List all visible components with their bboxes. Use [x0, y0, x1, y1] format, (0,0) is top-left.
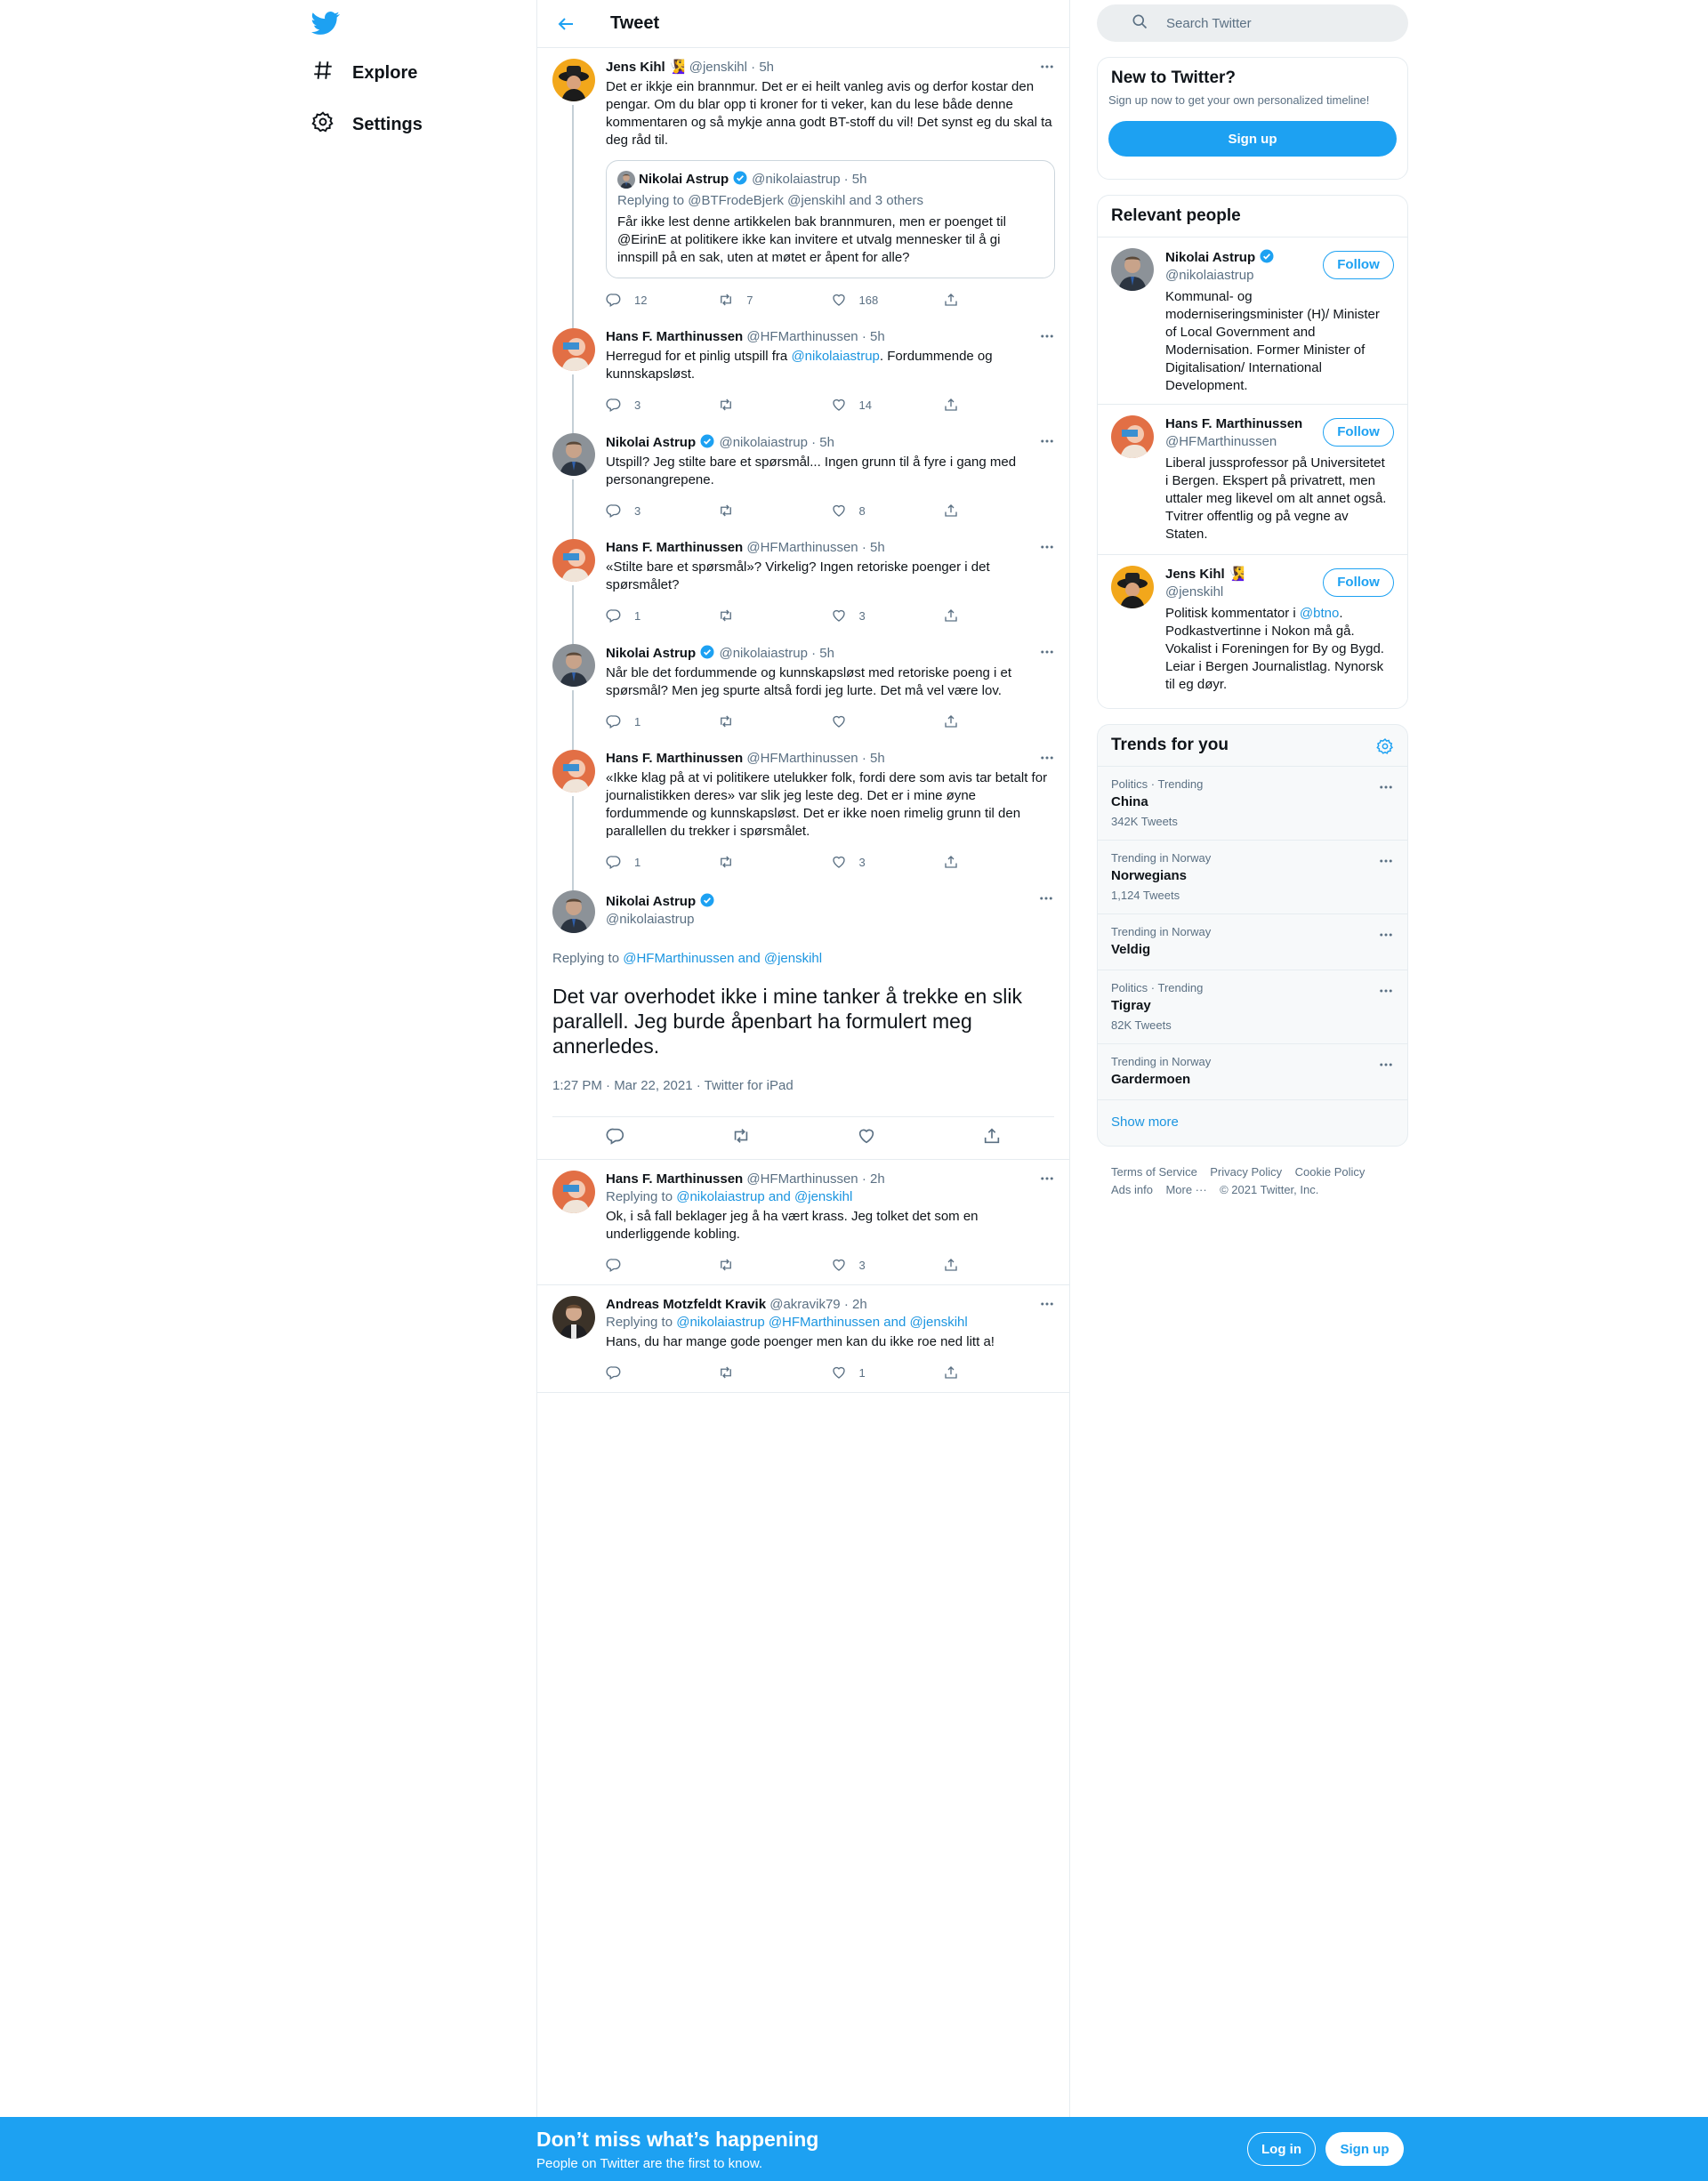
tweet-time[interactable]: · 5h [811, 646, 834, 661]
card-title: Trends for you [1111, 736, 1229, 754]
sidebar-signup-button[interactable]: Sign up [1108, 121, 1397, 157]
share-button[interactable] [943, 396, 1055, 414]
tweet-text: Utspill? Jeg stilte bare et spørsmål... Ingen grunn til å fyre i gang med personangrepene. [606, 455, 1017, 487]
thread-tweet[interactable] [537, 59, 1069, 328]
tweet-actions [606, 1256, 1055, 1274]
replying-prefix: Replying to [617, 193, 689, 208]
reply-button[interactable] [606, 712, 718, 730]
trend-item[interactable] [1098, 970, 1407, 1043]
author-name[interactable]: Hans F. Marthinussen [606, 329, 744, 344]
tweet-text: Det er ikkje ein brannmur. Det er ei heilt vanleg avis og derfor kostar den pengar. Om du blar opp ti kroner for ti veker, kan du lese både denne kommentaren og så mykje anna godt BT-stoff du vil! Det synst eg du skal ta deg råd til. [606, 79, 1052, 148]
author-name[interactable]: Hans F. Marthinussen [606, 751, 744, 766]
tweet-text: «Ikke klag på at vi politikere utelukker folk, fordi dere som avis tar betalt for journalistikken deres» var slik jeg leste deg. Det er i mine øyne fordummende og kunnskapsløst. Det er ikke noen rimelig grunn til den parallellen du trekker i spørsmålet. [606, 770, 1048, 839]
focal-tweet-text: Det var overhodet ikke i mine tanker å trekke en slik parallell. Jeg burde åpenbart ha formulert meg annerledes. [552, 985, 1022, 1058]
more-link[interactable]: More ··· [1165, 1183, 1207, 1196]
search-input[interactable] [1097, 4, 1408, 42]
reply-button[interactable] [606, 1126, 625, 1150]
retweet-button[interactable] [718, 1256, 830, 1274]
trend-name: Gardermoen [1111, 1072, 1191, 1087]
author-handle[interactable]: @nikolaiastrup [719, 646, 808, 661]
more-icon[interactable] [1039, 433, 1055, 449]
tweet-actions [606, 853, 1055, 871]
share-button[interactable] [982, 1126, 1002, 1150]
author-handle[interactable]: @HFMarthinussen [746, 751, 858, 766]
thread-tweet[interactable] [537, 644, 1069, 750]
trends-card [1097, 724, 1408, 1147]
tweet-text-part: Herregud for et pinlig utspill fra [606, 349, 792, 364]
retweet-button[interactable] [718, 712, 830, 730]
like-button[interactable] [831, 396, 943, 414]
retweet-button[interactable] [718, 396, 830, 414]
person-name[interactable]: Nikolai Astrup [1165, 250, 1256, 265]
ads-info-link[interactable]: Ads info [1111, 1183, 1153, 1196]
tweet-time: · 5h [843, 171, 867, 187]
page-title: Tweet [610, 13, 660, 33]
focal-tweet [537, 890, 1069, 1159]
retweet-button[interactable] [718, 607, 830, 624]
person-handle[interactable]: @HFMarthinussen [1165, 434, 1277, 449]
emoji: 🧏‍♀️ [668, 60, 686, 75]
more-icon[interactable] [1378, 927, 1394, 943]
like-button[interactable] [831, 1256, 943, 1274]
follow-button[interactable]: Follow [1323, 568, 1394, 597]
tweet-text: Ok, i så fall beklager jeg å ha vært krass. Jeg tolket det som en underliggende kobling. [606, 1209, 979, 1242]
footer-links [1111, 1163, 1405, 1199]
thread-line [572, 796, 574, 901]
author-handle[interactable]: @HFMarthinussen [746, 540, 858, 555]
author-name[interactable]: Jens Kihl [606, 60, 665, 75]
author-handle[interactable]: @HFMarthinussen [746, 1171, 858, 1187]
like-count: 8 [858, 503, 866, 518]
person-handle[interactable]: @jenskihl [1165, 584, 1224, 600]
follow-button[interactable]: Follow [1323, 418, 1394, 447]
quoted-text: Får ikke lest denne artikkelen bak brannmuren, men er poenget til @EirinE at politikere ikke kan invitere et utvalg mennesker til å gi innspill på en sak, uten at møtet er åpent for alle? [617, 214, 1006, 265]
cookie-link[interactable]: Cookie Policy [1294, 1165, 1366, 1179]
trend-item[interactable] [1098, 840, 1407, 913]
reply-button[interactable] [606, 396, 718, 414]
thread-tweet[interactable] [537, 433, 1069, 539]
trend-context: Politics · Trending [1111, 981, 1204, 994]
gear-icon[interactable] [1376, 737, 1394, 761]
tweet-text-part: . Fordummende og kunnskapsløst. [606, 349, 993, 382]
like-button[interactable] [857, 1126, 876, 1150]
author-handle[interactable]: @nikolaiastrup [719, 435, 808, 450]
privacy-link[interactable]: Privacy Policy [1210, 1165, 1283, 1179]
tweet-time[interactable]: · 5h [751, 60, 775, 75]
trend-context: Politics · Trending [1111, 777, 1204, 791]
trend-item[interactable] [1098, 913, 1407, 970]
verified-icon [699, 894, 715, 909]
reply-count: 3 [634, 503, 641, 518]
retweet-button[interactable] [731, 1126, 751, 1150]
replying-to [552, 951, 1054, 966]
tweet-actions [606, 1364, 1055, 1381]
avatar[interactable] [552, 59, 595, 101]
more-icon[interactable] [1039, 539, 1055, 555]
author-name[interactable]: Hans F. Marthinussen [606, 540, 744, 555]
thread-tweet[interactable] [537, 750, 1069, 890]
reply-button[interactable] [606, 1364, 718, 1381]
person-bio: Kommunal- og moderniseringsminister (H)/ Minister of Local Government and Modernisation. Former Minister of Digitalisation/ International Development. [1165, 289, 1380, 393]
replying-handles[interactable]: @nikolaiastrup @HFMarthinussen and @jenskihl [676, 1315, 968, 1330]
like-button[interactable] [831, 502, 943, 519]
card-subtitle: Sign up now to get your own personalized timeline! [1108, 93, 1370, 107]
more-icon[interactable] [1378, 853, 1394, 869]
tweet-actions [606, 712, 1055, 730]
share-button[interactable] [943, 502, 1055, 519]
person-item[interactable] [1098, 237, 1407, 404]
reply-count: 1 [634, 608, 641, 623]
retweet-button[interactable] [718, 853, 830, 871]
nav-explore-label: Explore [352, 62, 418, 83]
reply-count: 3 [634, 398, 641, 412]
like-count: 1 [858, 1365, 866, 1380]
emoji: 🧏‍♀️ [1228, 567, 1245, 582]
gear-icon [311, 110, 334, 139]
avatar[interactable] [552, 1296, 595, 1339]
thread-tweet[interactable] [537, 328, 1069, 433]
author-name[interactable]: Hans F. Marthinussen [606, 1171, 744, 1187]
tweet-time[interactable]: · 5h [861, 540, 885, 555]
trend-context: Trending in Norway [1111, 1055, 1212, 1068]
trend-context: Trending in Norway [1111, 925, 1212, 938]
banner-subtitle: People on Twitter are the first to know. [536, 2156, 763, 2171]
nav-explore[interactable] [311, 55, 417, 91]
mention-link[interactable]: @btno [1299, 606, 1340, 621]
reply-button[interactable] [606, 853, 718, 871]
twitter-bird-icon[interactable] [311, 9, 340, 37]
reply-button[interactable] [606, 502, 718, 519]
author-name: Nikolai Astrup [639, 171, 729, 187]
avatar[interactable] [1111, 566, 1154, 608]
trend-count: 342K Tweets [1111, 815, 1178, 828]
retweet-count: 7 [746, 293, 753, 307]
more-icon[interactable] [1039, 1171, 1055, 1187]
hashtag-icon [311, 59, 334, 87]
more-icon[interactable] [1039, 750, 1055, 766]
tweet-actions [606, 607, 1055, 624]
verified-icon [1259, 250, 1275, 265]
show-more-label[interactable]: Show more [1111, 1115, 1179, 1130]
like-count: 14 [858, 398, 872, 412]
person-item[interactable] [1098, 404, 1407, 554]
avatar[interactable] [552, 539, 595, 582]
replying-prefix: Replying to [552, 951, 624, 966]
author-handle[interactable]: @nikolaiastrup [606, 912, 695, 927]
avatar[interactable] [552, 644, 595, 687]
more-icon[interactable] [1378, 779, 1394, 795]
more-icon[interactable] [1039, 328, 1055, 344]
like-count: 3 [858, 855, 866, 869]
search-placeholder: Search Twitter [1166, 15, 1252, 31]
author-name[interactable]: Nikolai Astrup [606, 435, 697, 450]
focal-actions [552, 1116, 1054, 1159]
avatar[interactable] [552, 433, 595, 476]
copyright: © 2021 Twitter, Inc. [1220, 1183, 1319, 1196]
back-arrow-icon[interactable] [555, 13, 576, 35]
share-button[interactable] [943, 712, 1055, 730]
like-button[interactable] [831, 607, 943, 624]
verified-icon [732, 170, 748, 189]
thread-tweet[interactable] [537, 539, 1069, 644]
nav-settings-label: Settings [352, 114, 423, 134]
tweet-text: Hans, du har mange gode poenger men kan du ikke roe ned litt a! [606, 1334, 995, 1349]
like-button[interactable] [831, 291, 943, 309]
trend-name: Norwegians [1111, 868, 1188, 883]
signup-banner [0, 2117, 1708, 2181]
retweet-button[interactable] [718, 291, 830, 309]
replying-handles[interactable]: @HFMarthinussen and @jenskihl [623, 951, 823, 966]
tweet-time[interactable]: · 5h [811, 435, 834, 450]
person-item[interactable] [1098, 554, 1407, 704]
replying-prefix: Replying to [606, 1189, 677, 1204]
author-handle: @nikolaiastrup [752, 171, 841, 187]
replying-to [617, 192, 1043, 210]
new-to-twitter-card [1097, 57, 1408, 180]
trend-name: China [1111, 794, 1148, 809]
more-icon[interactable] [1039, 59, 1055, 75]
trend-name: Veldig [1111, 942, 1151, 957]
reply-button[interactable] [606, 1256, 718, 1274]
tweet-text [606, 348, 1055, 383]
more-icon[interactable] [1378, 1057, 1394, 1073]
trend-count: 1,124 Tweets [1111, 889, 1180, 902]
more-icon[interactable] [1039, 1296, 1055, 1312]
trend-name: Tigray [1111, 998, 1151, 1013]
avatar[interactable] [552, 1171, 595, 1213]
verified-icon [699, 646, 715, 661]
main-header [537, 0, 1069, 48]
nav-settings[interactable] [311, 107, 423, 142]
author-name[interactable]: Nikolai Astrup [606, 894, 697, 909]
reply-count: 1 [634, 855, 641, 869]
avatar[interactable] [552, 890, 595, 933]
signup-button[interactable]: Sign up [1325, 2132, 1404, 2166]
reply-count: 12 [634, 293, 648, 307]
tweet-timestamp[interactable]: 1:27 PM · Mar 22, 2021 · Twitter for iPad [552, 1078, 794, 1093]
search-icon [1131, 12, 1148, 34]
like-count: 3 [858, 608, 866, 623]
replying-to [606, 1314, 1055, 1332]
tweet-text: Når ble det fordummende og kunnskapsløst med retoriske poeng i et spørsmål? Men jeg spurte altså fordi jeg lurte. Det må vel være lov. [606, 665, 1012, 698]
share-button[interactable] [943, 607, 1055, 624]
retweet-button[interactable] [718, 1364, 830, 1381]
person-handle[interactable]: @nikolaiastrup [1165, 268, 1254, 283]
terms-link[interactable]: Terms of Service [1111, 1165, 1197, 1179]
more-icon[interactable] [1378, 983, 1394, 999]
trend-count: 82K Tweets [1111, 1018, 1172, 1032]
person-bio [1165, 605, 1394, 694]
avatar[interactable] [552, 328, 595, 371]
author-handle[interactable]: @HFMarthinussen [746, 329, 858, 344]
tweet-time[interactable]: · 5h [861, 329, 885, 344]
tweet-text: «Stilte bare et spørsmål»? Virkelig? Ingen retoriske poenger i det spørsmålet? [606, 559, 990, 592]
follow-button[interactable]: Follow [1323, 251, 1394, 279]
like-button[interactable] [831, 1364, 943, 1381]
share-button[interactable] [943, 1364, 1055, 1381]
tweet-time[interactable]: · 2h [843, 1297, 867, 1312]
trend-context: Trending in Norway [1111, 851, 1212, 865]
reply-button[interactable] [606, 291, 718, 309]
trend-item[interactable] [1098, 1043, 1407, 1099]
mention-link[interactable]: @nikolaiastrup [791, 349, 880, 364]
show-more-link[interactable] [1098, 1099, 1407, 1146]
card-title: New to Twitter? [1111, 68, 1237, 87]
bio-part: . Podkastvertinne i Nokon må gå. Vokalist i Foreningen for By og Bygd. Leiar i Bergen Journalistlag. Nynorsk til eg døyr. [1165, 606, 1384, 692]
replying-prefix: Replying to [606, 1315, 677, 1330]
quoted-tweet[interactable] [606, 160, 1055, 278]
verified-icon [699, 435, 715, 450]
tweet-time[interactable]: · 5h [861, 751, 885, 766]
person-name[interactable]: Hans F. Marthinussen [1165, 416, 1303, 431]
thread-line [572, 105, 574, 339]
share-button[interactable] [943, 1256, 1055, 1274]
avatar[interactable] [552, 750, 595, 793]
card-title: Relevant people [1111, 206, 1241, 225]
bio-part: Politisk kommentator i [1165, 606, 1300, 621]
like-count: 3 [858, 1258, 866, 1272]
reply-count: 1 [634, 714, 641, 728]
more-icon[interactable] [1039, 644, 1055, 660]
trend-item[interactable] [1098, 766, 1407, 840]
card-title-row [1098, 725, 1407, 766]
more-icon[interactable] [1038, 890, 1054, 906]
like-button[interactable] [831, 853, 943, 871]
author-handle[interactable]: @jenskihl [689, 60, 747, 75]
replying-to [606, 1188, 1055, 1206]
avatar[interactable] [1111, 248, 1154, 291]
tweet-time[interactable]: · 2h [861, 1171, 885, 1187]
login-button[interactable]: Log in [1247, 2132, 1316, 2166]
person-name[interactable]: Jens Kihl [1165, 567, 1225, 582]
tweet-actions [606, 502, 1055, 519]
like-count: 168 [858, 293, 879, 307]
replying-handles: @BTFrodeBjerk @jenskihl and 3 others [688, 193, 923, 208]
author-handle[interactable]: @akravik79 [769, 1297, 841, 1312]
tweet-actions [606, 396, 1055, 414]
banner-title: Don’t miss what’s happening [536, 2128, 819, 2151]
like-button[interactable] [831, 712, 943, 730]
author-name[interactable]: Nikolai Astrup [606, 646, 697, 661]
reply-button[interactable] [606, 607, 718, 624]
avatar [617, 171, 635, 189]
share-button[interactable] [943, 291, 1055, 309]
person-bio: Liberal jussprofessor på Universitetet i Bergen. Ekspert på privatrett, men uttaler meg likevel om alt annet også. Tvitrer offentlig og på vegne av Staten. [1165, 455, 1387, 542]
reply-tweet[interactable] [537, 1159, 1069, 1284]
main-column [536, 0, 1070, 2117]
share-button[interactable] [943, 853, 1055, 871]
author-name[interactable]: Andreas Motzfeldt Kravik [606, 1297, 767, 1312]
avatar[interactable] [1111, 415, 1154, 458]
replying-handles[interactable]: @nikolaiastrup and @jenskihl [676, 1189, 853, 1204]
retweet-button[interactable] [718, 502, 830, 519]
relevant-people-card [1097, 195, 1408, 709]
reply-tweet[interactable] [537, 1284, 1069, 1393]
tweet-actions [606, 291, 1055, 309]
